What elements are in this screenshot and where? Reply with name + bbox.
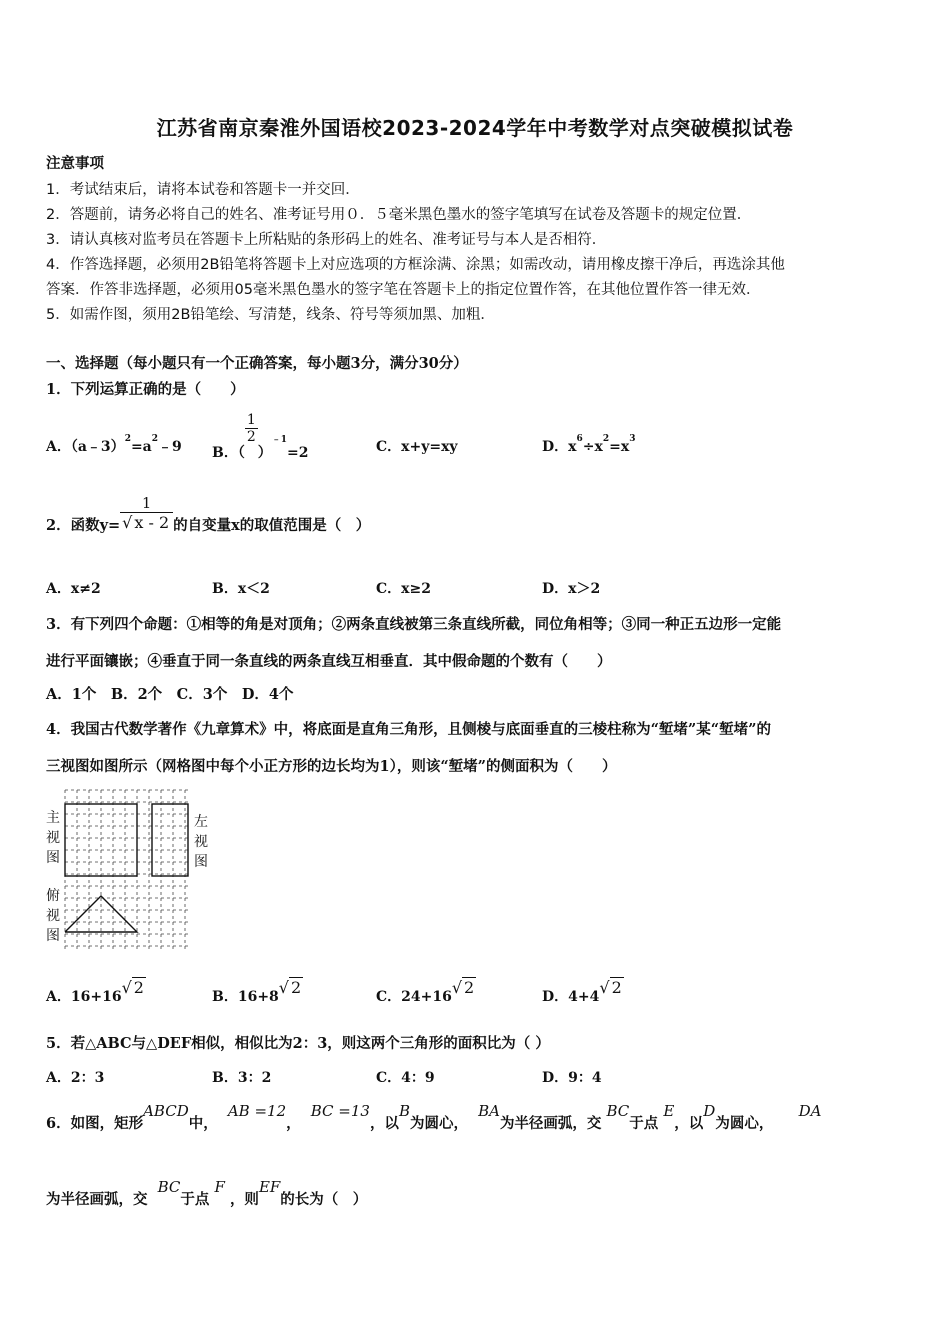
three-view-figure: [44, 786, 214, 954]
note-item: 2．答题前，请务必将自己的姓名、准考证号用０．５毫米黑色墨水的签字笔填写在试卷及答题卡的规定位置．: [46, 207, 752, 223]
question-1-stem: 1．下列运算正确的是（ ）: [46, 381, 245, 398]
note-item: 3．请认真核对监考员在答题卡上所粘贴的条形码上的姓名、准考证号与本人是否相符．: [46, 232, 607, 248]
section-heading: 一、选择题（每小题只有一个正确答案，每小题3分，满分30分）: [46, 355, 468, 372]
question-6-line1: 6．如图，矩形ABCD中， AB =12， BC =13，以B为圆心， BA为半径画弧，交 BC于点 E，以D为圆心， DA: [46, 1102, 822, 1132]
sqrt-icon: √ 2: [278, 978, 302, 997]
question-3-options: A．1个 B．2个 C．3个 D．4个: [46, 686, 294, 703]
three-view-drawing: [44, 786, 214, 954]
q2-option-c: C．x≥2: [376, 581, 431, 597]
q4-option-b: B．16+8√ 2: [212, 978, 302, 1005]
sqrt-icon: √ 2: [451, 978, 475, 997]
top-view-label: 俯 视 图: [46, 888, 60, 944]
q1-option-d: D．$x^6\div x^2=x^3$: [542, 434, 636, 455]
note-item: 4．作答选择题，必须用2B铅笔将答题卡上对应选项的方框涂满、涂黑；如需改动，请用橡皮擦干净后，再选涂其他: [46, 257, 785, 273]
q1-option-c: C．x+y=xy: [376, 439, 458, 455]
q1-option-a: A．$(a﹣3)^2=a^2﹣9$: [46, 434, 182, 455]
q5-option-a: A．2：3: [46, 1070, 105, 1086]
exam-title: 江苏省南京秦淮外国语校2023-2024学年中考数学对点突破模拟试卷: [156, 116, 794, 140]
question-6-line2: 为半径画弧，交 BC于点 F ，则EF的长为（ ）: [46, 1178, 368, 1208]
q2-option-a: A．x≠2: [46, 581, 101, 597]
note-item: 1．考试结束后，请将本试卷和答题卡一并交回．: [46, 182, 360, 198]
sqrt-icon: √ x - 2: [122, 513, 170, 532]
question-2-stem: 2．函数y= $\frac{1}{√ x - 2}$ 的自变量x的取值范围是（ ）: [46, 496, 371, 534]
q2-option-b: B．x＜2: [212, 581, 270, 597]
sqrt-icon: √ 2: [121, 978, 144, 997]
question-3-line1: 3．有下列四个命题：①相等的角是对顶角；②两条直线被第三条直线所截，同位角相等；③同一种正五边形一定能: [46, 616, 782, 633]
q4-option-a: A．16+16√ 2: [46, 978, 144, 1005]
fraction: $\frac{1}{√ x - 2}$: [120, 496, 173, 532]
question-5-stem: 5．若△ABC与△DEF相似，相似比为2：3，则这两个三角形的面积比为（ ）: [46, 1035, 550, 1052]
question-4-line1: 4．我国古代数学著作《九章算术》中，将底面是直角三角形，且侧棱与底面垂直的三棱柱称为“堑堵”某“堑堵”的: [46, 721, 771, 738]
note-item: 5．如需作图，须用2B铅笔绘、写清楚，线条、符号等须加黑、加粗．: [46, 307, 495, 323]
question-4-line2: 三视图如图所示（网格图中每个小正方形的边长均为1），则该“堑堵”的侧面积为（ ）: [46, 758, 617, 775]
notes-heading: 注意事项: [46, 156, 104, 172]
q2-option-d: D．x＞2: [542, 581, 601, 597]
q4-option-c: C．24+16√ 2: [376, 978, 475, 1005]
sqrt-icon: √ 2: [599, 978, 622, 997]
front-view-label: 主 视 图: [46, 810, 60, 866]
q1-option-b: B．（ $\frac{1}{2}$ ）$^{﹣1}$=2: [212, 412, 309, 461]
q5-option-b: B．3：2: [212, 1070, 272, 1086]
q5-option-d: D．9：4: [542, 1070, 602, 1086]
question-3-line2: 进行平面镶嵌；④垂直于同一条直线的两条直线互相垂直．其中假命题的个数有（ ）: [46, 653, 612, 670]
q4-option-d: D．4+4√ 2: [542, 978, 622, 1005]
fraction: $\frac{1}{2}$: [246, 412, 256, 445]
left-view-label: 左 视 图: [194, 814, 208, 870]
q5-option-c: C．4：9: [376, 1070, 435, 1086]
note-item: 答案．作答非选择题，必须用05毫米黑色墨水的签字笔在答题卡上的指定位置作答，在其他位置作答一律无效．: [46, 282, 761, 298]
